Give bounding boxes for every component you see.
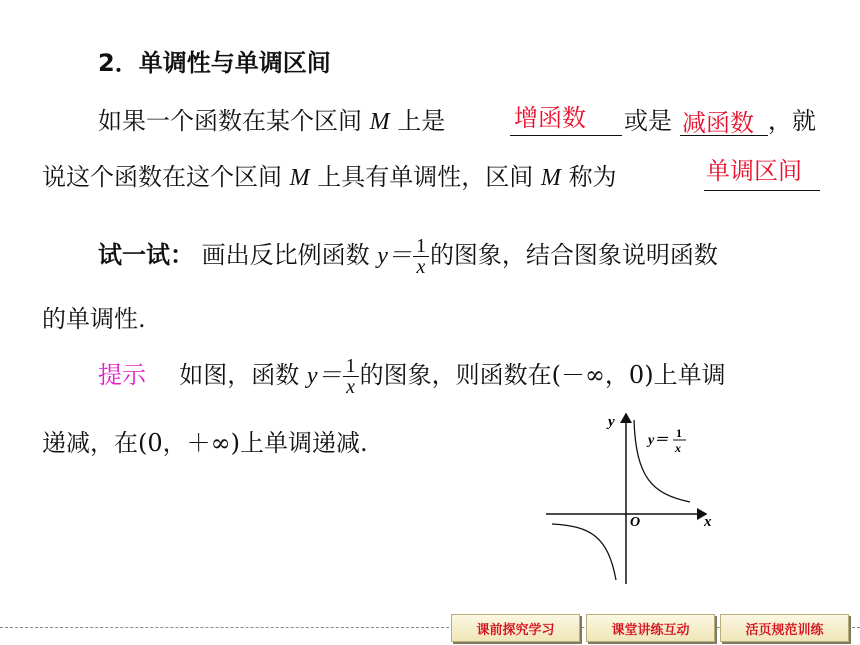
answer-blank-2 [680, 105, 768, 136]
reciprocal-graph [540, 408, 730, 586]
nav-pre-class-button[interactable]: 课前探究学习 [451, 614, 580, 642]
exercise-line-1 [98, 236, 718, 277]
var-M: M [369, 109, 390, 135]
x-axis-label: x [704, 514, 712, 530]
definition-text: 或是 [624, 107, 672, 135]
curve-branch-left [552, 524, 616, 580]
answer-blank-3 [704, 157, 820, 191]
section-heading [98, 48, 331, 78]
definition-line-2 [42, 162, 617, 193]
answer-decreasing: 减函数 [682, 109, 754, 137]
definition-line-1c [768, 106, 816, 136]
answer-blank-1 [510, 105, 622, 136]
hint-label: 提示 [98, 361, 146, 389]
definition-text: 称为 [568, 163, 617, 191]
hint-y-eq: y＝ [306, 363, 342, 389]
answer-increasing: 增函数 [514, 104, 586, 132]
hint-line-1 [98, 356, 726, 397]
exercise-text: 画出反比例函数 [201, 241, 370, 269]
definition-line-1 [98, 106, 445, 137]
exercise-text: 的图象，结合图象说明函数 [429, 241, 718, 269]
fraction-one-over-x: $\frac{1}{x}$ [343, 356, 359, 397]
definition-text: 说这个函数在这个区间 [42, 163, 282, 191]
curve-label-den: x [675, 441, 681, 455]
exercise-line-2 [42, 304, 146, 334]
fraction-one-over-x: $\frac{1}{x}$ [413, 236, 429, 277]
definition-line-1b [624, 106, 672, 136]
definition-text: 如果一个函数在某个区间 [98, 107, 362, 135]
section-heading-text: 2．单调性与单调区间 [98, 49, 331, 77]
definition-text: 上是 [397, 107, 446, 135]
y-axis-label: y [608, 414, 615, 430]
hint-text: 如图，函数 [179, 361, 300, 389]
exercise-label: 试一试： [98, 241, 194, 269]
nav-in-class-button[interactable]: 课堂讲练互动 [586, 614, 715, 642]
var-M: M [289, 165, 310, 191]
hint-text: 的图象，则函数在(－∞，0)上单调 [359, 361, 726, 389]
var-M: M [540, 165, 561, 191]
definition-text: 上具有单调性，区间 [317, 163, 534, 191]
hint-text: 递减，在(0，＋∞)上单调递减. [42, 429, 368, 457]
nav-practice-button[interactable]: 活页规范训练 [720, 614, 849, 642]
curve-label-num: 1 [676, 426, 682, 440]
exercise-y-eq: y＝ [377, 243, 412, 269]
definition-text: ，就 [768, 107, 816, 135]
answer-monotonic-interval: 单调区间 [706, 157, 802, 185]
exercise-text: 的单调性. [42, 305, 146, 333]
curve-label-prefix: y＝ [648, 433, 669, 448]
origin-label: O [630, 515, 641, 530]
hint-line-2 [42, 428, 368, 458]
